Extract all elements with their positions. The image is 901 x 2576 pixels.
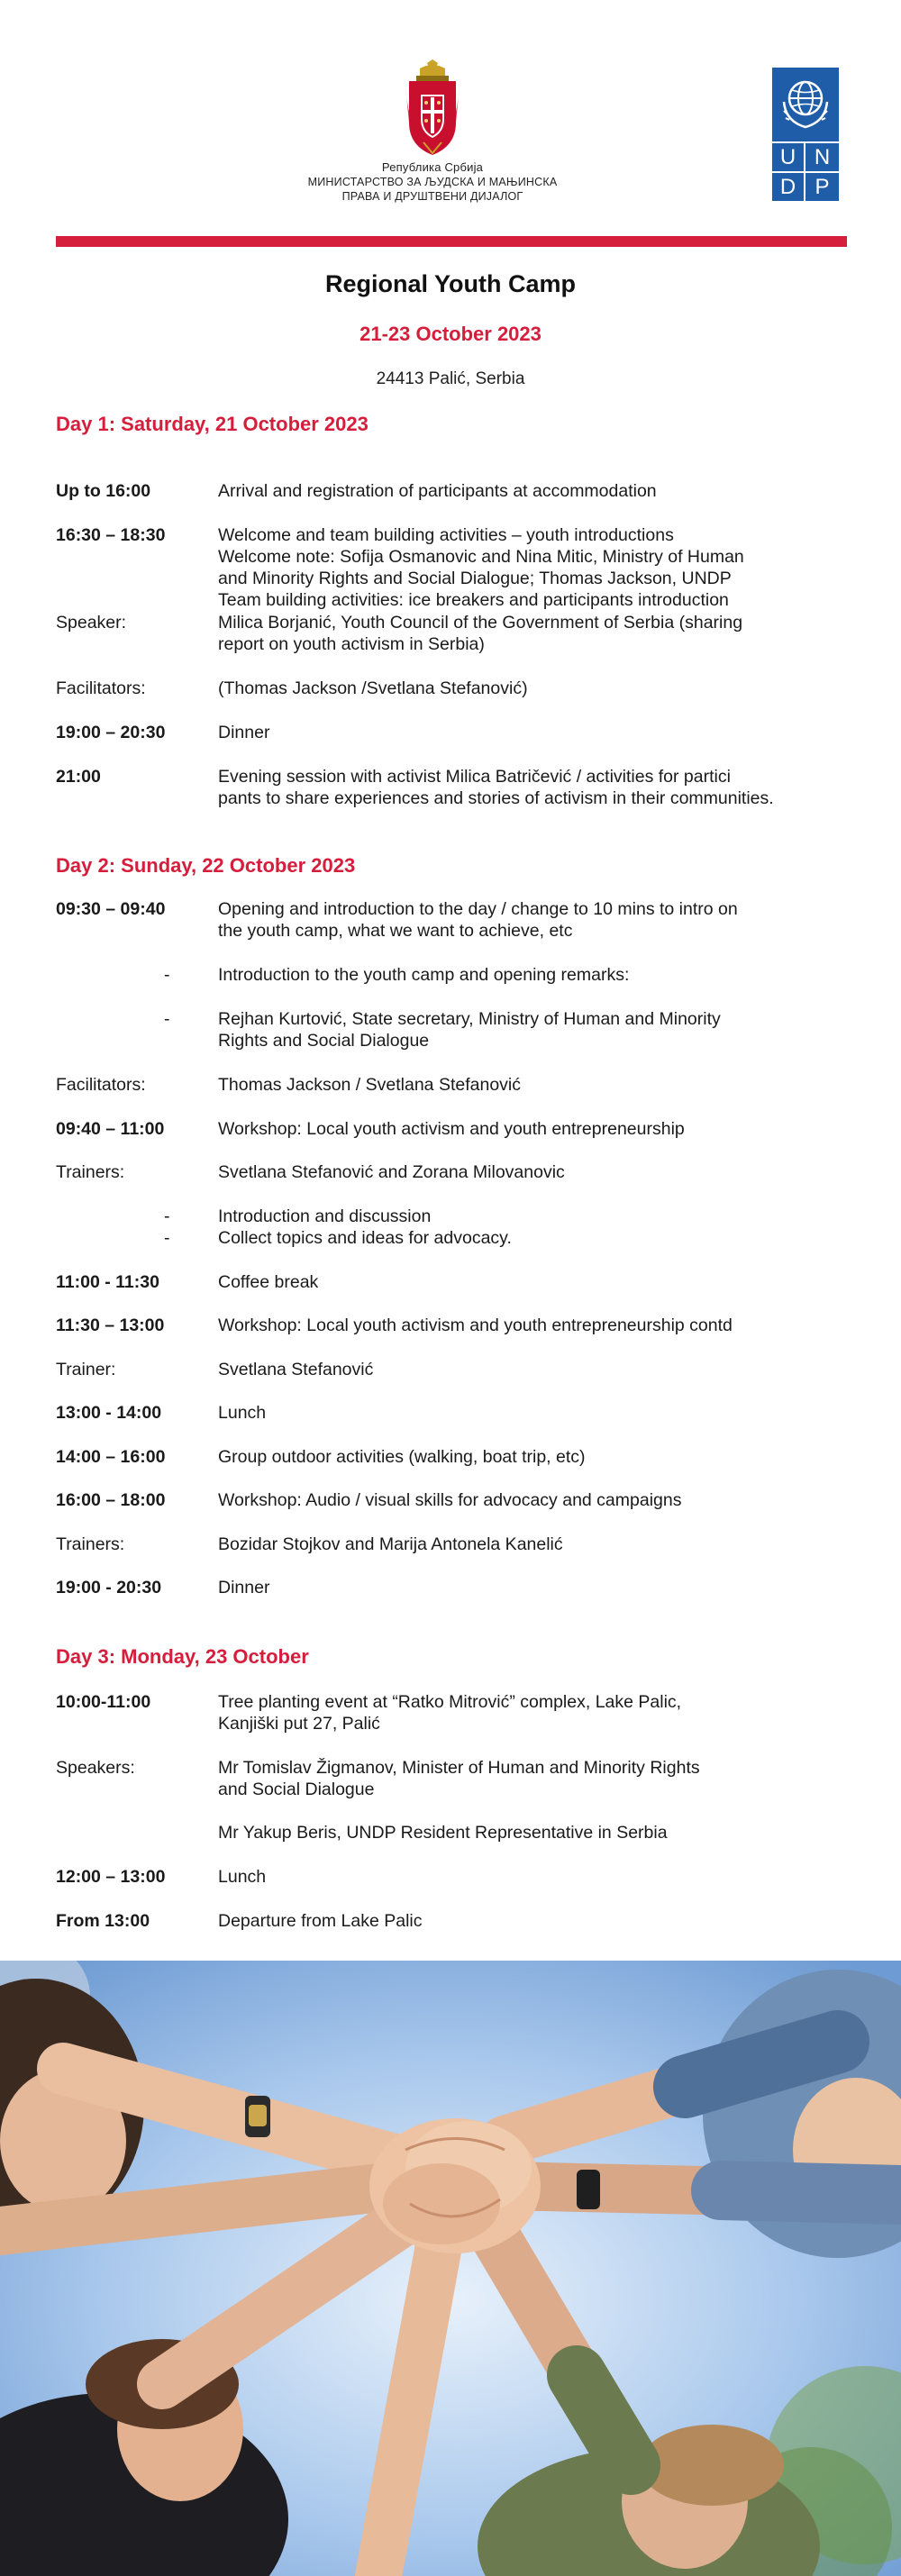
- row-description: Introduction to the youth camp and opening remarks:: [218, 965, 630, 985]
- event-dates: 21-23 October 2023: [359, 323, 542, 345]
- row-time: Up to 16:00: [56, 481, 151, 501]
- row-description: Collect topics and ideas for advocacy.: [218, 1228, 512, 1248]
- row-label: Facilitators:: [56, 1075, 146, 1095]
- row-description: Dinner: [218, 723, 270, 742]
- row-description: Workshop: Local youth activism and youth entrepreneurship: [218, 1119, 685, 1139]
- row-description: report on youth activism in Serbia): [218, 634, 485, 654]
- row-time: 14:00 – 16:00: [56, 1447, 166, 1467]
- row-time: 11:00 - 11:30: [56, 1272, 159, 1292]
- header: [0, 0, 901, 207]
- bullet-dash: -: [164, 1228, 170, 1248]
- row-description: Coffee break: [218, 1272, 319, 1292]
- row-description: Evening session with activist Milica Batričević / activities for partici: [218, 767, 731, 787]
- row-description: Workshop: Local youth activism and youth entrepreneurship contd: [218, 1315, 733, 1335]
- ministry-line-1: Република Србија: [381, 160, 484, 174]
- row-time: 12:00 – 13:00: [56, 1867, 166, 1887]
- bullet-dash: -: [164, 1009, 170, 1029]
- row-time: From 13:00: [56, 1911, 150, 1931]
- row-description: pants to share experiences and stories of activism in their communities.: [218, 788, 774, 808]
- row-description: Kanjiški put 27, Palić: [218, 1714, 380, 1734]
- day2-heading: Day 2: Sunday, 22 October 2023: [56, 854, 356, 877]
- row-description: Welcome and team building activities – youth introductions: [218, 525, 674, 545]
- row-label: Speakers:: [56, 1758, 135, 1778]
- row-description: Bozidar Stojkov and Marija Antonela Kanelić: [218, 1534, 563, 1554]
- ministry-name: [270, 160, 595, 204]
- row-time: 19:00 - 20:30: [56, 1578, 162, 1597]
- row-time: 16:00 – 18:00: [56, 1490, 166, 1510]
- row-description: Lunch: [218, 1403, 267, 1423]
- row-time: 10:00-11:00: [56, 1692, 151, 1712]
- row-label: Trainers:: [56, 1534, 125, 1554]
- row-description: Mr Tomislav Žigmanov, Minister of Human and Minority Rights: [218, 1758, 700, 1778]
- hands-illustration: [0, 1961, 901, 2576]
- row-time: 19:00 – 20:30: [56, 723, 166, 742]
- row-time: 11:30 – 13:00: [56, 1315, 165, 1335]
- row-description: Tree planting event at “Ratko Mitrović” complex, Lake Palic,: [218, 1692, 682, 1712]
- undp-logo: [772, 68, 839, 201]
- bullet-dash: -: [164, 1206, 170, 1226]
- day1-heading: Day 1: Saturday, 21 October 2023: [56, 413, 369, 435]
- row-label: Trainers:: [56, 1162, 125, 1182]
- row-time: 16:30 – 18:30: [56, 525, 166, 545]
- undp-letter: D: [772, 171, 805, 201]
- row-label: Trainer:: [56, 1360, 116, 1379]
- row-description: Lunch: [218, 1867, 267, 1887]
- undp-globe-icon: [780, 75, 831, 131]
- row-description: Dinner: [218, 1578, 270, 1597]
- ministry-line-3: ПРАВА И ДРУШТВЕНИ ДИЈАЛОГ: [341, 190, 523, 203]
- row-description: and Social Dialogue: [218, 1780, 375, 1799]
- bullet-dash: -: [164, 965, 170, 985]
- row-time: 13:00 - 14:00: [56, 1403, 162, 1423]
- serbia-coat-of-arms-icon: [404, 59, 461, 157]
- row-description: Workshop: Audio / visual skills for advocacy and campaigns: [218, 1490, 682, 1510]
- row-description: Rejhan Kurtović, State secretary, Ministry of Human and Minority: [218, 1009, 721, 1029]
- row-description: Departure from Lake Palic: [218, 1911, 423, 1931]
- undp-letter: N: [805, 141, 839, 171]
- row-label: Speaker:: [56, 613, 127, 633]
- row-time: 09:30 – 09:40: [56, 899, 166, 919]
- row-description: Welcome note: Sofija Osmanovic and Nina Mitic, Ministry of Human: [218, 547, 744, 567]
- day3-heading: Day 3: Monday, 23 October: [56, 1645, 309, 1668]
- row-description: Team building activities: ice breakers and participants introduction: [218, 590, 729, 610]
- row-description: the youth camp, what we want to achieve, etc: [218, 921, 573, 941]
- row-description: Group outdoor activities (walking, boat trip, etc): [218, 1447, 586, 1467]
- row-description: Introduction and discussion: [218, 1206, 432, 1226]
- row-time: 09:40 – 11:00: [56, 1119, 165, 1139]
- undp-letters: [772, 141, 839, 201]
- row-description: (Thomas Jackson /Svetlana Stefanović): [218, 678, 528, 698]
- row-description: Arrival and registration of participants at accommodation: [218, 481, 657, 501]
- row-description: Svetlana Stefanović and Zorana Milovanovic: [218, 1162, 565, 1182]
- row-description: Milica Borjanić, Youth Council of the Government of Serbia (sharing: [218, 613, 743, 633]
- row-description: Mr Yakup Beris, UNDP Resident Representative in Serbia: [218, 1823, 668, 1843]
- ministry-line-2: МИНИСТАРСТВО ЗА ЉУДСКА И МАЊИНСКА: [307, 176, 558, 188]
- red-divider: [56, 236, 847, 247]
- row-label: Facilitators:: [56, 678, 146, 698]
- row-description: Thomas Jackson / Svetlana Stefanović: [218, 1075, 522, 1095]
- row-description: Rights and Social Dialogue: [218, 1031, 430, 1051]
- event-location: 24413 Palić, Serbia: [376, 369, 525, 388]
- row-time: 21:00: [56, 767, 101, 787]
- undp-letter: U: [772, 141, 805, 171]
- row-description: Svetlana Stefanović: [218, 1360, 374, 1379]
- youth-hands-together-photo: [0, 1961, 901, 2576]
- page-title: Regional Youth Camp: [324, 270, 576, 297]
- row-description: and Minority Rights and Social Dialogue; Thomas Jackson, UNDP: [218, 569, 732, 588]
- row-description: Opening and introduction to the day / change to 10 mins to intro on: [218, 899, 738, 919]
- undp-letter: P: [805, 171, 839, 201]
